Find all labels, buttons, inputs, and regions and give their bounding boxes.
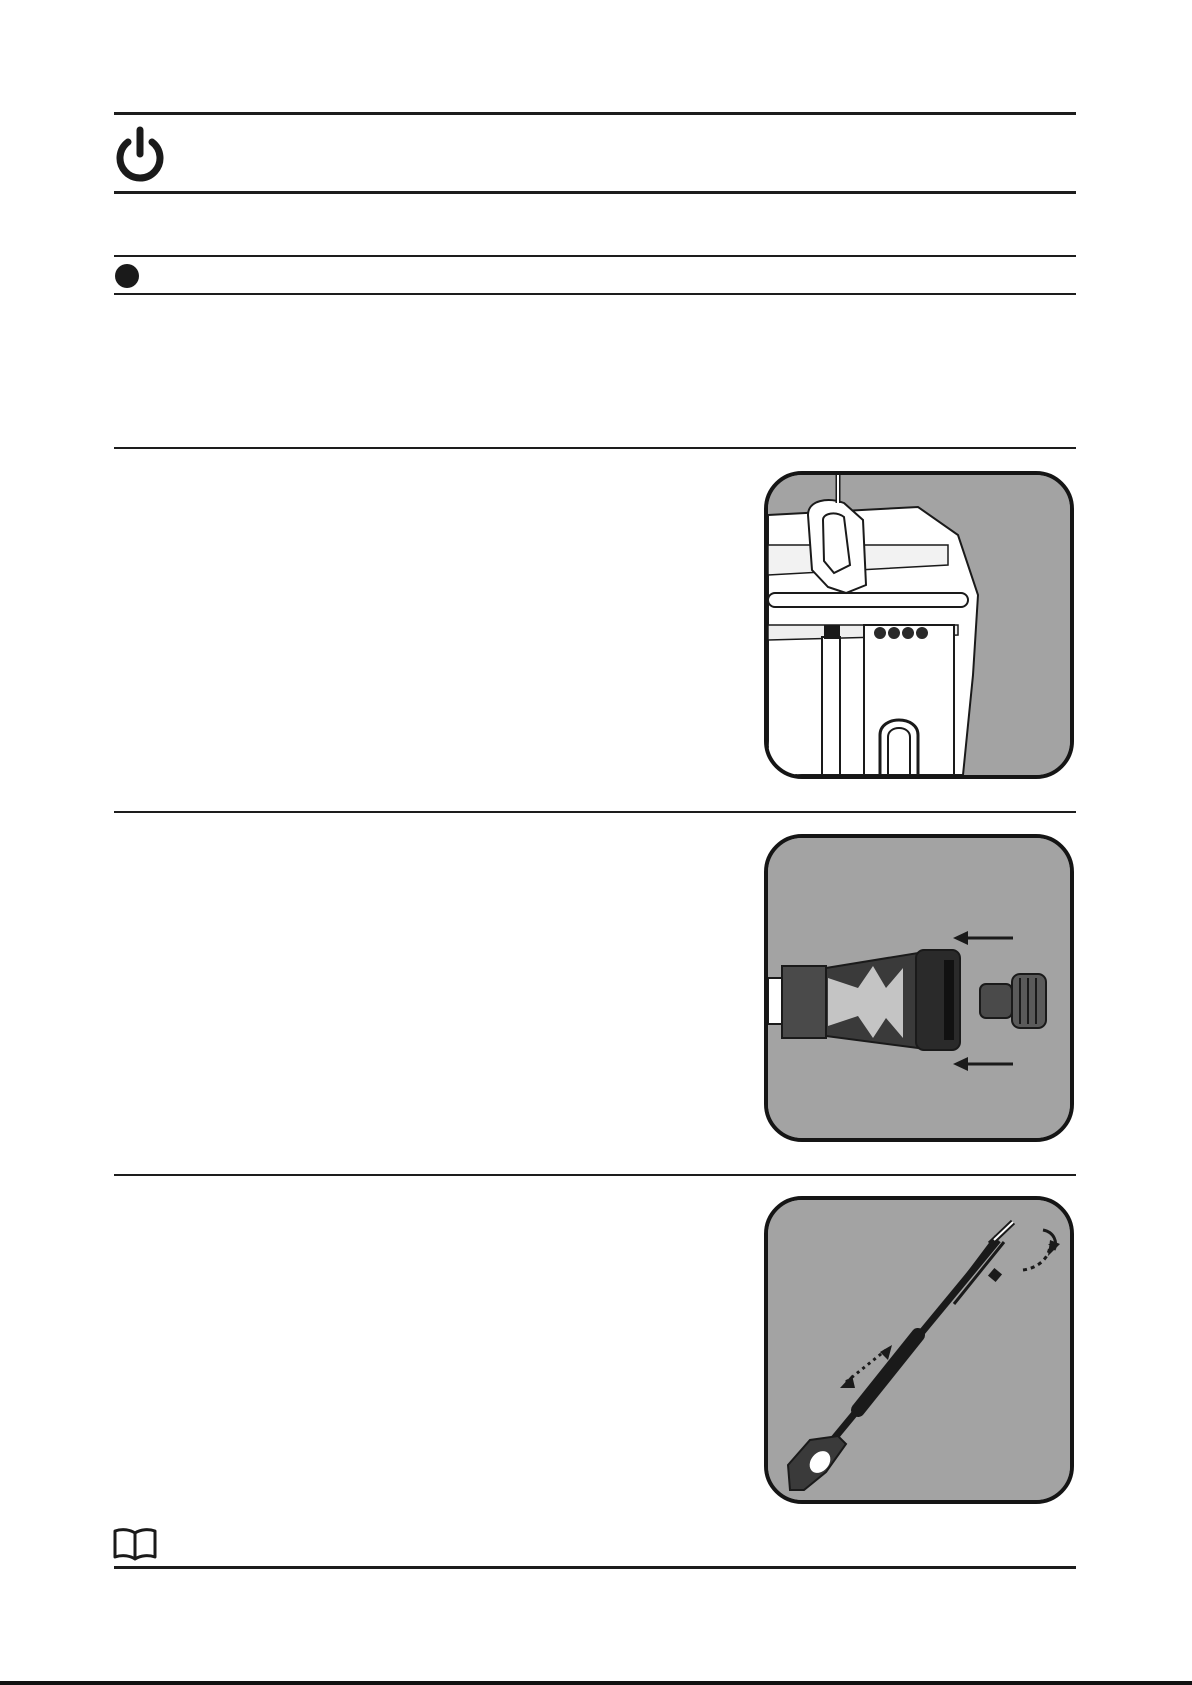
step-3-figure — [764, 1196, 1074, 1504]
lance-extension-assembly-illustration — [768, 1200, 1070, 1500]
book-icon — [112, 1527, 158, 1566]
lance-in-storage-holder-illustration — [768, 475, 1070, 775]
header-top-rule — [114, 112, 1076, 115]
step-2-divider — [114, 811, 1076, 813]
subheader-top-rule — [114, 255, 1076, 257]
power-icon — [112, 124, 168, 189]
footer-rule — [114, 1566, 1076, 1569]
header-bottom-rule — [114, 191, 1076, 194]
step-1-divider — [114, 447, 1076, 449]
step-2-figure — [764, 834, 1074, 1142]
page-bottom-edge — [0, 1681, 1192, 1685]
hose-quick-coupler-connection-illustration — [768, 838, 1070, 1138]
step-3-divider — [114, 1174, 1076, 1176]
step-1-figure — [764, 471, 1074, 779]
subheader-bottom-rule — [114, 293, 1076, 295]
bullet-icon — [114, 263, 140, 294]
